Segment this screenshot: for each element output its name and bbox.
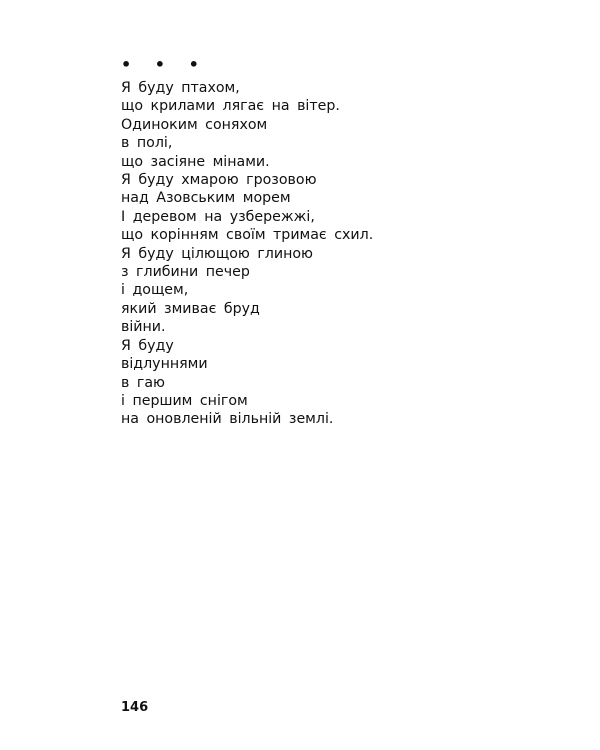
poem-text <box>121 79 541 429</box>
poem-line: і першим снігом <box>121 392 248 409</box>
poem-line: над Азовським морем <box>121 190 291 207</box>
poem-line: що корінням своїм тримає схил. <box>121 227 374 244</box>
poem-line: Я буду птахом, <box>121 80 240 96</box>
poem-line: що крилами лягає на вітер. <box>121 98 340 115</box>
poem-line: який змиває бруд <box>121 300 260 317</box>
poem-line: І деревом на узбережжі, <box>121 208 315 225</box>
poem-line: що засіяне мінами. <box>121 153 270 170</box>
poem-line: на оновленій вільній землі. <box>121 411 334 428</box>
poem-line: в полі, <box>121 135 173 152</box>
poem-line: Я буду цілющою глиною <box>121 245 313 262</box>
poem-line: війни. <box>121 319 166 336</box>
poem-line: з глибини печер <box>121 264 250 281</box>
page-number: 146 <box>121 700 149 715</box>
poem-line: і дощем, <box>121 282 189 299</box>
poem-line: Я буду хмарою грозовою <box>121 172 317 189</box>
poem-line: Я буду <box>121 337 174 354</box>
section-ornament: • • • <box>121 55 208 74</box>
poem-line: Одиноким соняхом <box>121 116 268 133</box>
poem-line: відлуннями <box>121 356 208 373</box>
poem-line: в гаю <box>121 374 165 391</box>
